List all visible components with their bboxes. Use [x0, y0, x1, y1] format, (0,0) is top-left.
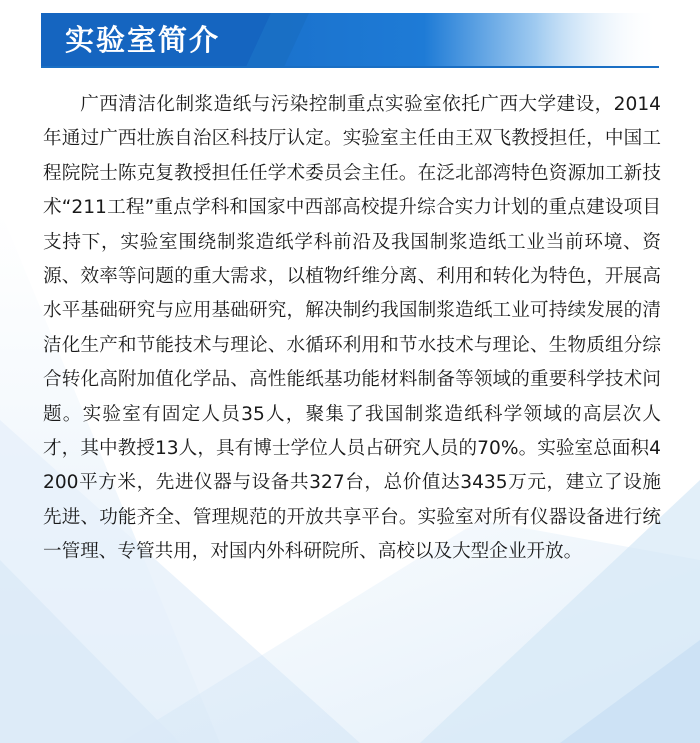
intro-paragraph: 广西清洁化制浆造纸与污染控制重点实验室依托广西大学建设，2014年通过广西壮族自治区科技厅认定。实验室主任由王双飞教授担任，中国工程院院士陈克复教授担任任学术委员会主任。在泛北部湾特色资源加工新技术“211工程”重点学科和国家中西部高校提升综合实力计划的重点建设项目支持下，实验室围绕制浆造纸学科前沿及我国制浆造纸工业当前环境、资源、效率等问题的重大需求，以植物纤维分离、利用和转化为特色，开展高水平基础研究与应用基础研究，解决制约我国制浆造纸工业可持续发展的清洁化生产和节能技术与理论、水循环利用和节水技术与理论、生物质组分综合转化高附加值化学品、高性能纸基功能材料制备等领域的重要科学技术问题。实验室有固定人员35人，聚集了我国制浆造纸科学领域的高层次人才，其中教授13人，具有博士学位人员占研究人员的70%。实验室总面积4200平方米，先进仪器与设备共327台，总价值达3435万元，建立了设施先进、功能齐全、管理规范的开放共享平台。实验室对所有仪器设备进行统一管理、专管共用，对国内外科研院所、高校以及大型企业开放。: [43, 94, 661, 563]
section-title: 实验室简介: [65, 23, 221, 57]
header-divider: [41, 66, 659, 68]
section-header: [41, 13, 659, 67]
